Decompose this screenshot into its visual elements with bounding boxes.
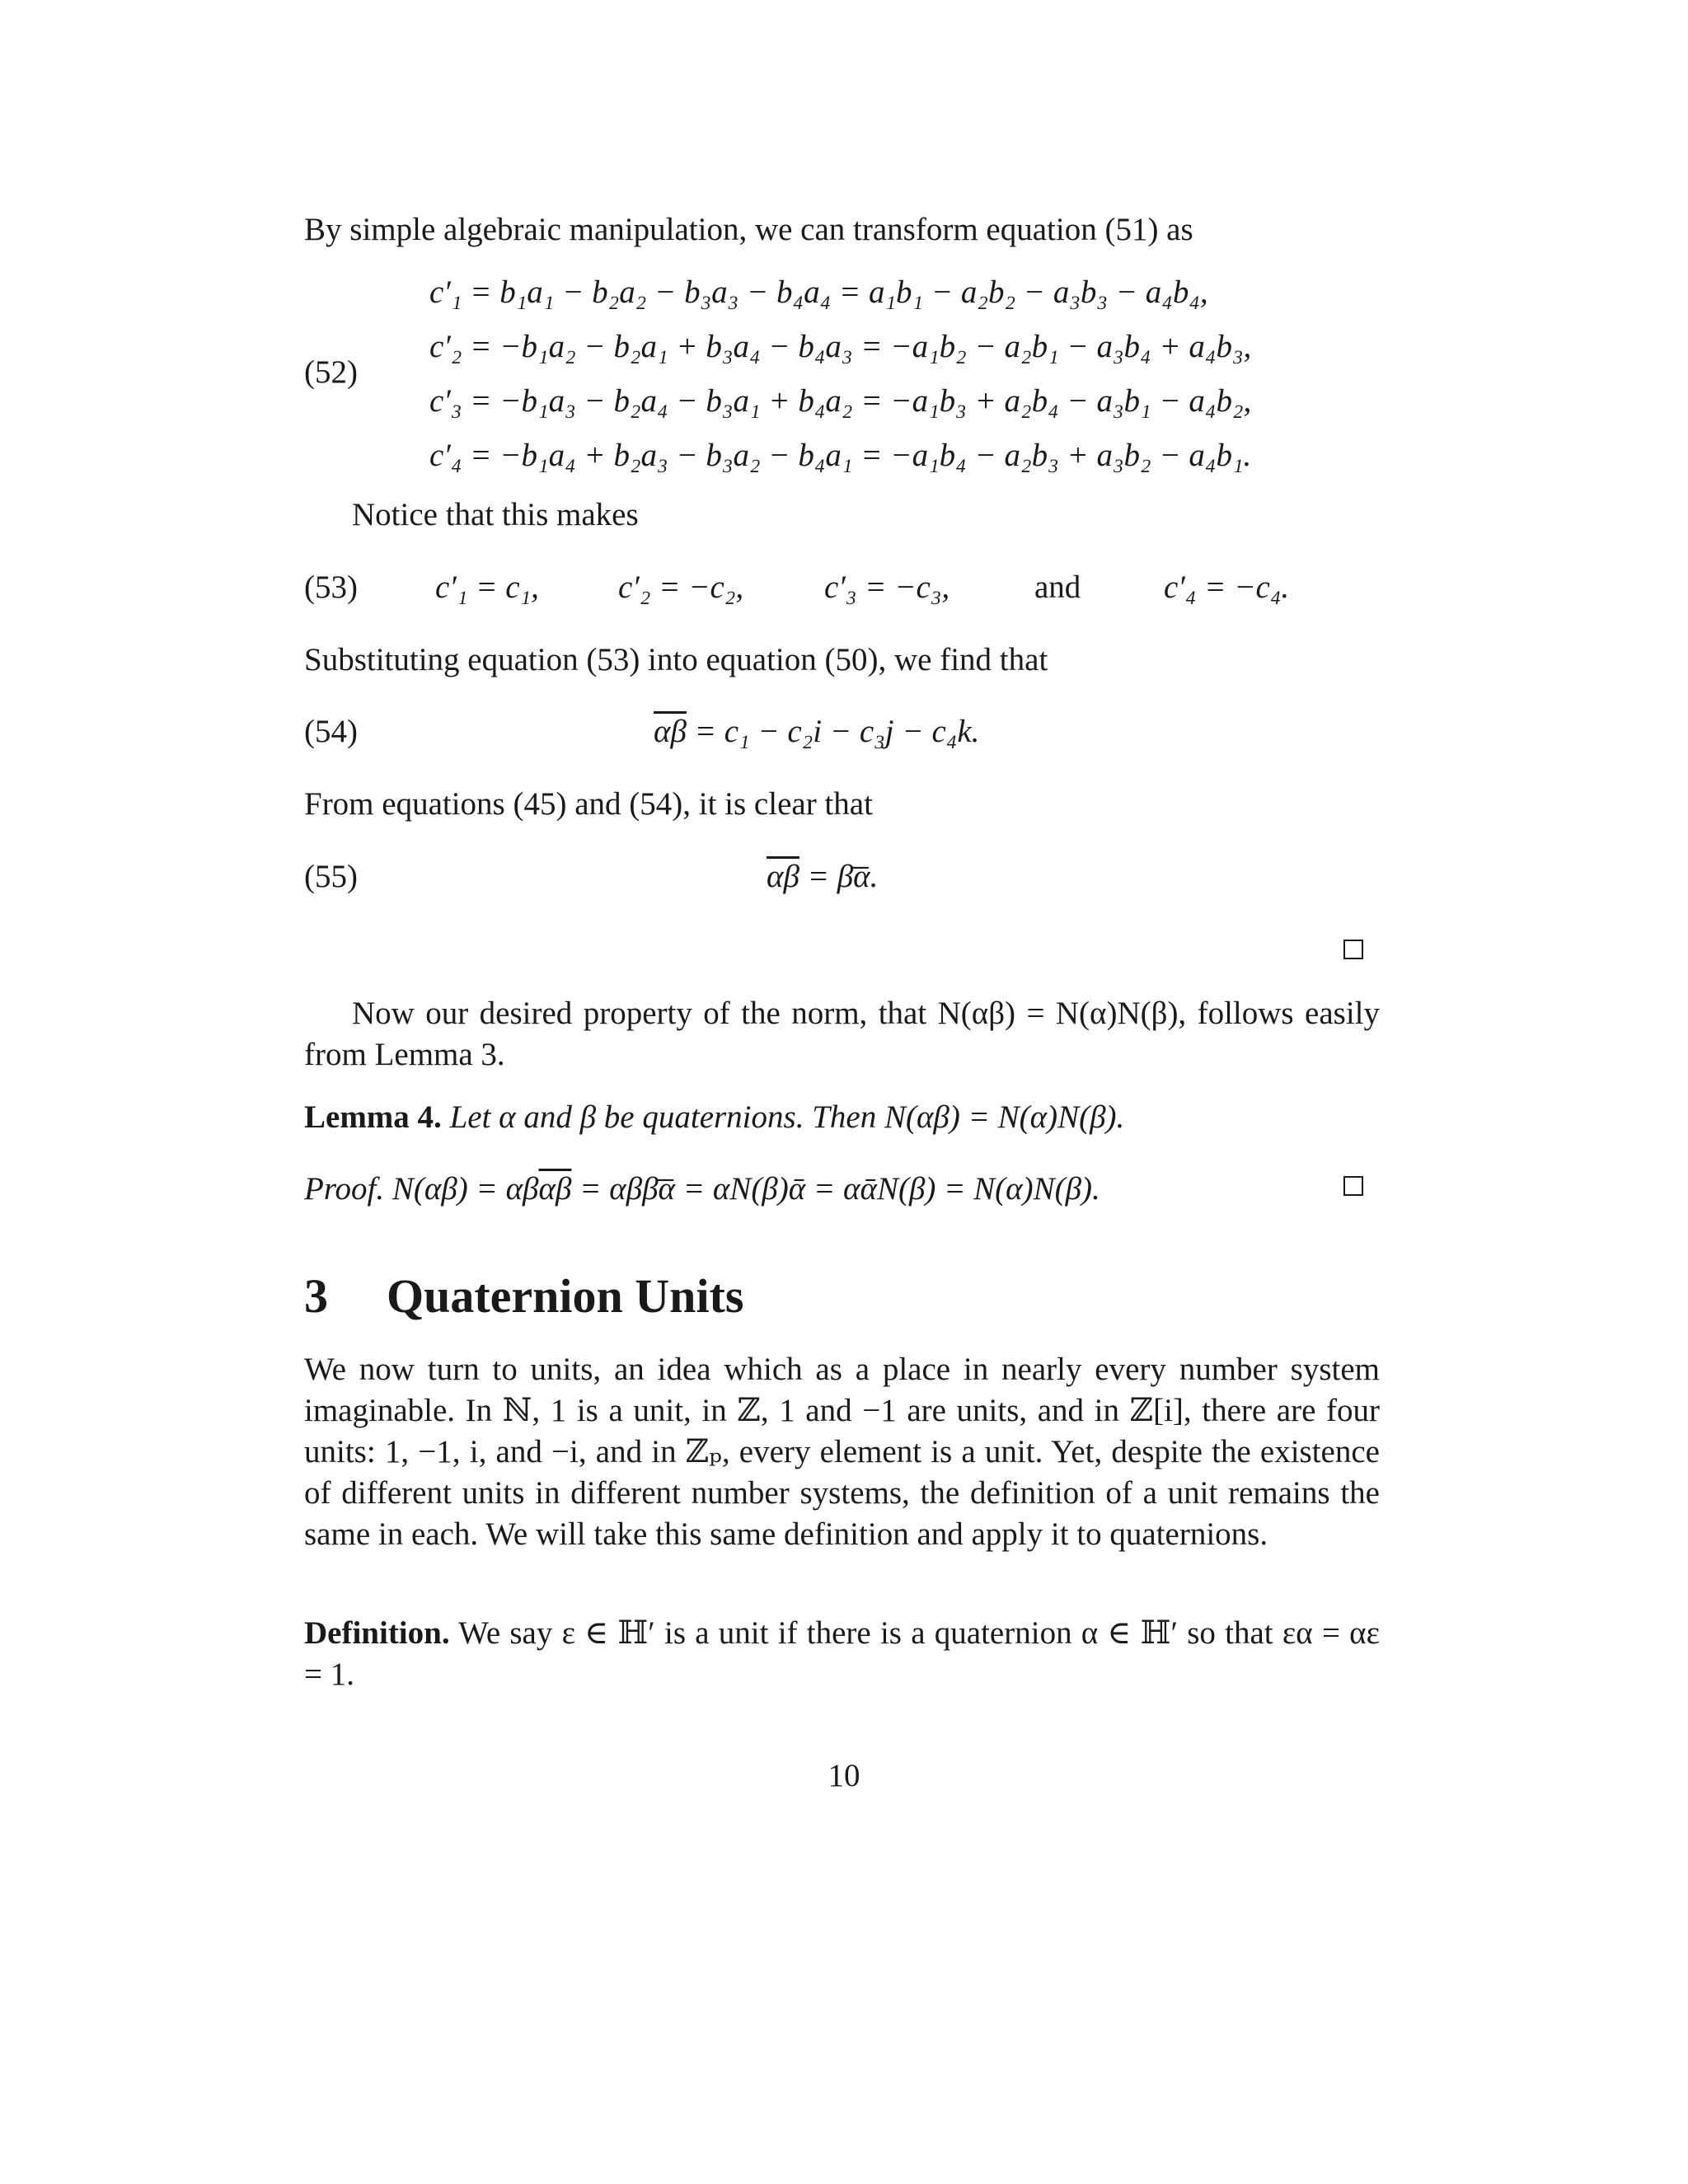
equation-54-rhs: = c₁ − c₂i − c₃j − c₄k. [686,714,980,749]
equation-number-53: (53) [304,569,358,605]
qed-square-icon [1343,940,1363,959]
equation-number-54: (54) [304,714,358,749]
conjugate-alpha-beta: $\overline{\alpha\beta}$ [767,859,799,894]
definition-label: Definition. [304,1615,450,1651]
now-paragraph: Now our desired property of the norm, that N(αβ) = N(α)N(β), follows easily from Lemma 3. [304,996,1380,1072]
equation-52-line-3: c′₃ = −b₁a₃ − b₂a₄ − b₃a₁ + b₄a₂ = −a₁b₃ + a₂b₄ − a₃b₁ − a₄b₂, [429,383,1252,419]
proof [304,1169,1100,1210]
definition-text: We say ε ∈ ℍ′ is a unit if there is a quaternion α ∈ ℍ′ so that εα = αε = 1. [304,1615,1380,1692]
intro-text: By simple algebraic manipulation, we can transform equation (51) as [304,212,1193,247]
from-equations-text: From equations (45) and (54), it is clear that [304,786,873,822]
notice-text: Notice that this makes [352,497,639,532]
lemma-label: Lemma 4. [304,1099,442,1135]
equation-52-line-4: c′₄ = −b₁a₄ + b₂a₃ − b₃a₂ − b₄a₁ = −a₁b₄ − a₂b₃ + a₃b₂ − a₄b₁. [429,438,1252,473]
equation-55-rhs: = β̄ᾱ. [799,859,879,894]
section-heading [304,1268,743,1325]
proof-overline: $\overline{\alpha\beta}$ [538,1171,572,1207]
equation-53-and: and [1034,569,1081,605]
definition [304,1613,1380,1695]
lemma-4 [304,1097,1124,1138]
equation-53-part-3: c′₃ = −c₃, [824,569,950,605]
section-number: 3 [304,1269,328,1323]
conjugate-alpha-beta: $\overline{\alpha\beta}$ [654,714,687,749]
equation-55 [767,856,878,898]
equation-53-part-2: c′₂ = −c₂, [618,569,744,605]
equation-number-52: (52) [304,354,358,390]
equation-52-line-1: c′₁ = b₁a₁ − b₂a₂ − b₃a₃ − b₄a₄ = a₁b₁ − a₂b₂ − a₃b₃ − a₄b₄, [429,274,1208,310]
proof-pre: N(αβ) = αβ [392,1171,539,1207]
equation-number-55: (55) [304,859,358,894]
equation-52-line-2: c′₂ = −b₁a₂ − b₂a₁ + b₃a₄ − b₄a₃ = −a₁b₂ − a₂b₁ − a₃b₄ + a₄b₃, [429,329,1252,364]
qed-square-icon [1343,1176,1363,1196]
lemma-text: Let α and β be quaternions. Then N(αβ) = N(α)N(β). [449,1099,1125,1135]
equation-54 [654,711,979,752]
proof-label: Proof. [304,1171,385,1207]
page-number: 10 [828,1758,860,1793]
equation-53-part-1: c′₁ = c₁, [435,569,539,605]
section-title: Quaternion Units [387,1269,744,1323]
equation-53-part-5: c′₄ = −c₄. [1164,569,1290,605]
substituting-text: Substituting equation (53) into equation (50), we find that [304,642,1048,677]
units-paragraph: We now turn to units, an idea which as a place in nearly every number system imaginable. In ℕ, 1 is a unit, in ℤ, 1 and −1 are units, and in ℤ[i], there are four units: 1, −1, i, and −i, and in ℤₚ, every element is a unit. Yet, despite the existence of different units in different number systems, the definition of a unit remains the same in each. We will take this same definition and apply it to quaternions. [304,1352,1380,1552]
proof-post: = αββ̄ᾱ = αN(β)ᾱ = αᾱN(β) = N(α)N(β). [571,1171,1100,1207]
